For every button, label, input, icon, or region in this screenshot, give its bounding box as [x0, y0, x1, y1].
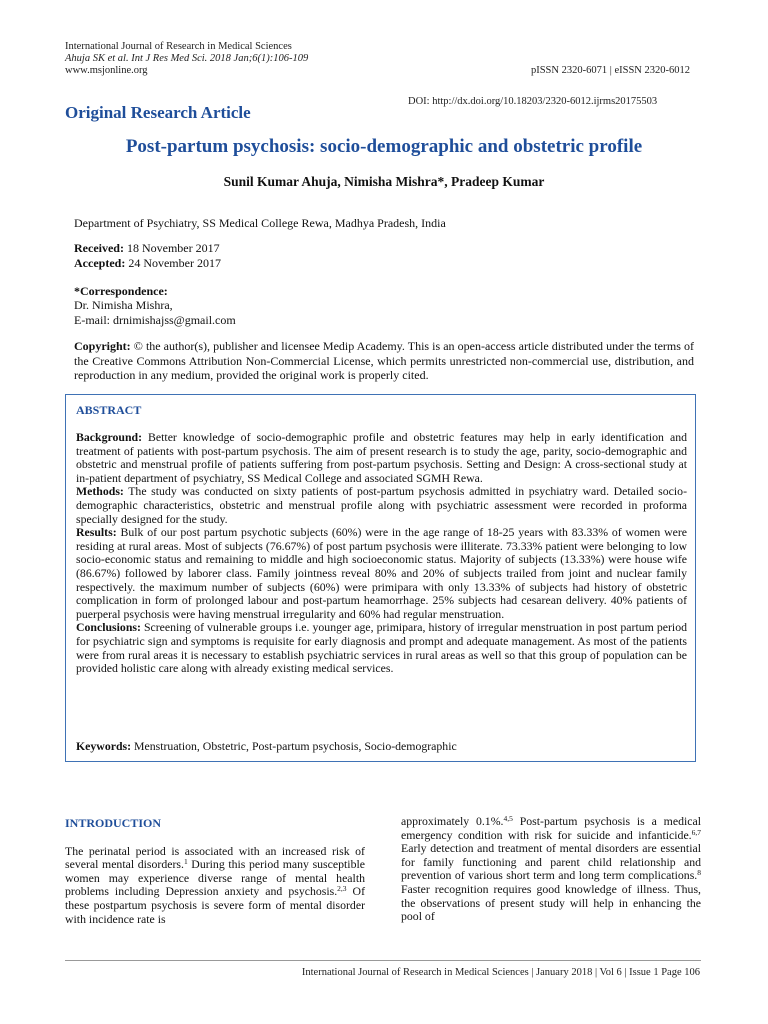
keywords-text: Menstruation, Obstetric, Post-partum psychosis, Socio-demographic: [131, 739, 457, 753]
department: Department of Psychiatry, SS Medical College Rewa, Madhya Pradesh, India: [74, 216, 446, 230]
authors: Sunil Kumar Ahuja, Nimisha Mishra*, Pradeep Kumar: [223, 174, 545, 189]
abstract-body: [76, 431, 687, 676]
accepted-date: [74, 256, 694, 271]
intro-text: Faster recognition requires good knowledge of illness. Thus, the observations of present study will help in enhancing the pool of: [401, 881, 701, 924]
keywords-label: Keywords:: [76, 739, 132, 753]
received-label: Received:: [74, 241, 124, 255]
accepted-value: 24 November 2017: [125, 256, 221, 270]
correspondence-name: Dr. Nimisha Mishra,: [74, 298, 173, 312]
citation: Ahuja SK et al. Int J Res Med Sci. 2018 Jan;6(1):106-109: [65, 53, 309, 64]
results-text: Bulk of our post partum psychotic subjects (60%) were in the age range of 18-25 years with 83.33% of women were residing at rural areas. Most of subjects (76.67%) of post partum psychosis were illiterate. 73.33% patient were belonging to low socio-economic status and remaining to middle and high socioeconomic status. Majority of subjects (13.33%) were house wife (86.67%) followed by laborer class. Family jointness reveal 80% and 20% of subjects trailed from joint and nuclear family respectively. the maximum number of subjects (60%) were primipara with only 13.33% of subjects had history of obstetric complication in form of prolonged labour and post-partum heamorrhage. 25% subjects had cesarean delivery. 40% patients of puerperal psychosis were having menstrual irregularity and 60% had regular menstruation.: [76, 525, 687, 621]
paper-title: Post-partum psychosis: socio-demographic and obstetric profile: [125, 136, 643, 157]
results-label: Results:: [76, 525, 117, 540]
received-value: 18 November 2017: [123, 241, 220, 255]
abstract-heading: ABSTRACT: [76, 403, 142, 417]
intro-text: The perinatal period is associated with an increased risk of several mental disorders.: [65, 843, 365, 872]
accepted-label: Accepted:: [74, 256, 126, 270]
correspondence-label: *Correspondence:: [74, 284, 168, 298]
abstract-results: [76, 526, 687, 621]
journal-website[interactable]: www.msjonline.org: [65, 65, 148, 76]
keywords: [76, 739, 457, 754]
intro-text: Early detection and treatment of mental disorders are essential for family functioning and parent child relationship and prevention of various short term and long term complications.: [401, 841, 701, 883]
received-date: [74, 241, 694, 256]
issn: pISSN 2320-6071 | eISSN 2320-6012: [530, 65, 690, 76]
correspondence-email[interactable]: E-mail: drnimishajss@gmail.com: [74, 313, 236, 327]
copyright-notice: [74, 339, 694, 383]
citation-ref[interactable]: 4,5: [503, 814, 513, 823]
intro-heading: INTRODUCTION: [65, 816, 162, 830]
doi-link[interactable]: DOI: http://dx.doi.org/10.18203/2320-6012.ijrms20175503: [408, 96, 658, 107]
methods-label: Methods:: [76, 484, 124, 499]
article-type: Original Research Article: [65, 103, 251, 122]
copyright-text: © the author(s), publisher and licensee Medip Academy. This is an open-access article distributed under the terms of the Creative Commons Attribution Non-Commercial License, which permits unrestricted non-commercial use, distribution, and reproduction in any medium, provided the original work is properly cited.: [74, 339, 694, 382]
page-footer: International Journal of Research in Medical Sciences | January 2018 | Vol 6 | Issue 1 Page 106: [301, 967, 700, 978]
abstract-methods: [76, 485, 687, 526]
intro-text: Of these postpartum psychosis is severe form of mental disorder with incidence rate is: [65, 884, 366, 926]
copyright-label: Copyright:: [74, 339, 131, 353]
journal-name: International Journal of Research in Medical Sciences: [65, 41, 292, 52]
intro-text: Post-partum psychosis is a medical emergency condition with risk for suicide and infanticide.: [401, 814, 702, 842]
background-label: Background:: [76, 430, 142, 444]
intro-left-column: [65, 815, 365, 926]
citation-ref[interactable]: 6,7: [691, 827, 701, 837]
background-text: Better knowledge of socio-demographic profile and obstetric features may help in early identification and treatment of patients with post-partum psychosis. The aim of present research is to study the age, parity, socio-demographic and obstetric and menstrual profile of patients suffering from post-partum psychosis. Setting and Design: A cross-sectional study at in-patient department of psychiatry, SS Medical College and associated SGMH Rewa.: [76, 430, 687, 485]
intro-paragraph-2: [401, 815, 701, 924]
intro-right-column: [401, 815, 701, 924]
citation-ref[interactable]: 2,3: [337, 884, 347, 894]
footer-divider: [65, 960, 701, 961]
intro-paragraph-1: [65, 845, 365, 927]
abstract-background: [76, 431, 687, 485]
abstract-conclusions: [76, 621, 687, 675]
intro-text: approximately 0.1%.: [401, 814, 504, 828]
methods-text: The study was conducted on sixty patients of post-partum psychosis admitted in psychiatry ward. Detailed socio-demographic characteristics, obstetric and menstrual profile along with psychiatric assessment were recorded in proforma specially designed for the study.: [76, 484, 687, 526]
citation-ref[interactable]: 1: [183, 857, 188, 867]
citation-ref[interactable]: 8: [697, 868, 701, 878]
intro-text: During this period many susceptible women may experience diverse range of mental health problems including Depression anxiety and psychosis.: [65, 857, 365, 899]
conclusions-text: Screening of vulnerable groups i.e. younger age, primipara, history of irregular menstruation in post partum period for psychiatric sign and symptoms is requisite for early diagnosis and prompt and adequate management. As most of the patients were from rural areas it is necessary to establish psychiatric services in rural areas as well so that this group of population can be provided holistic care along with already existing medical services.: [76, 620, 687, 676]
conclusions-label: Conclusions:: [76, 620, 141, 635]
